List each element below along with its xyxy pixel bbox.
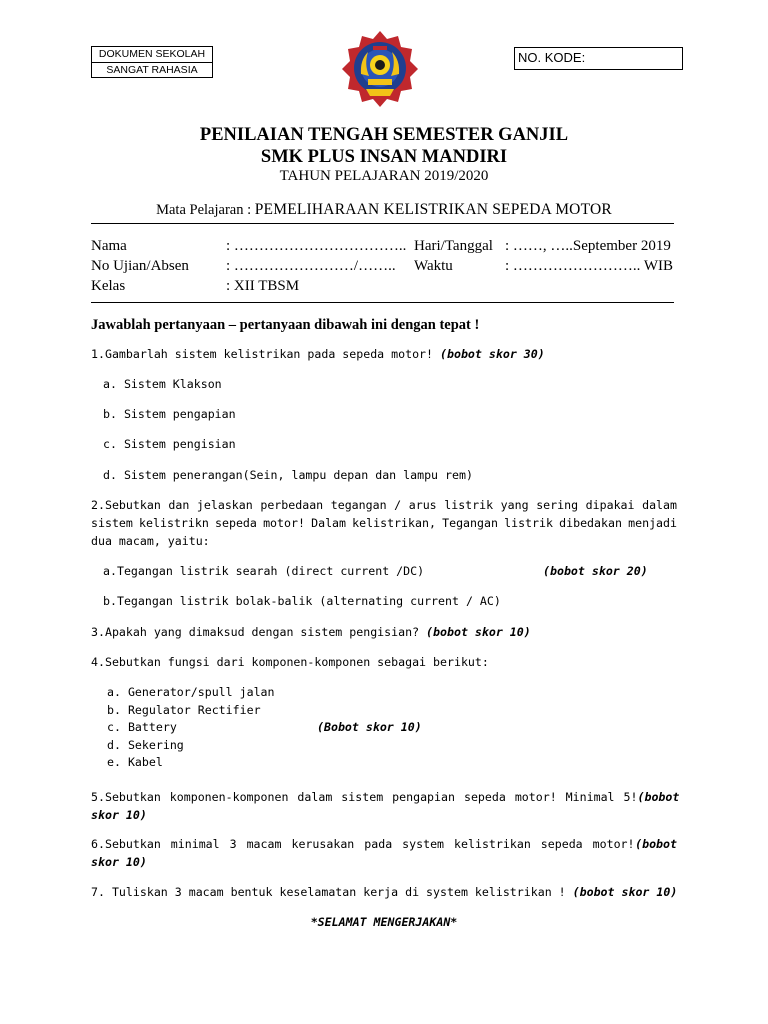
subject-label: Mata Pelajaran : — [156, 202, 255, 218]
question-5-score-part-2: skor 10) — [91, 808, 147, 822]
absen-label: No Ujian/Absen — [91, 258, 189, 274]
question-2-line-2: sistem kelistrikn sepeda motor! Dalam kelistrikan, Tegangan listrik dibedakan menjadi — [91, 516, 677, 530]
kelas-value: : XII TBSM — [226, 278, 300, 294]
hari-label: Hari/Tanggal — [414, 238, 493, 254]
document-classification-box — [91, 46, 213, 78]
question-2-b: b.Tegangan listrik bolak-balik (alternating current / AC) — [103, 594, 501, 608]
question-3-text: 3.Apakah yang dimaksud dengan sistem pengisian? — [91, 625, 427, 639]
question-7 — [91, 885, 677, 899]
question-1-score: (bobot skor 30) — [440, 347, 545, 361]
question-4-b: b. Regulator Rectifier — [107, 703, 261, 717]
question-2-line-1: 2.Sebutkan dan jelaskan perbedaan tegangan / arus listrik yang sering dipakai dalam — [91, 498, 677, 512]
question-5-text: 5.Sebutkan komponen-komponen dalam sistem pengapian sepeda motor! Minimal 5! — [91, 790, 638, 804]
question-5-score-part-1: (bobot — [637, 790, 680, 804]
header-divider — [91, 223, 674, 224]
kode-box — [514, 47, 683, 70]
question-2-line-3: dua macam, yaitu: — [91, 534, 210, 548]
question-7-score: (bobot skor 10) — [572, 885, 678, 899]
question-4-a: a. Generator/spull jalan — [107, 685, 275, 699]
hari-value: : ……, …..September 2019 — [505, 238, 671, 254]
question-1-b: b. Sistem pengapian — [103, 407, 236, 421]
question-4: 4.Sebutkan fungsi dari komponen-komponen sebagai berikut: — [91, 655, 489, 669]
subject-line — [0, 201, 768, 219]
question-7-text: 7. Tuliskan 3 macam bentuk keselamatan kerja di system kelistrikan ! — [91, 885, 573, 899]
question-2-a: a.Tegangan listrik searah (direct current /DC) — [103, 564, 425, 578]
question-1-c: c. Sistem pengisian — [103, 437, 236, 451]
question-3 — [91, 625, 531, 639]
question-5-line-1 — [91, 790, 680, 804]
question-6-score-part-1: (bobot — [635, 837, 677, 851]
doc-label-secret: SANGAT RAHASIA — [92, 62, 212, 78]
subject-value: PEMELIHARAAN KELISTRIKAN SEPEDA MOTOR — [254, 201, 612, 218]
question-1 — [91, 347, 545, 361]
question-1-a: a. Sistem Klakson — [103, 377, 222, 391]
info-divider — [91, 302, 674, 303]
question-4-c: c. Battery — [107, 720, 177, 734]
question-4-e: e. Kabel — [107, 755, 163, 769]
kelas-label: Kelas — [91, 278, 126, 294]
exam-title: PENILAIAN TENGAH SEMESTER GANJIL — [199, 125, 569, 145]
question-6-line-1 — [91, 837, 677, 851]
academic-year: TAHUN PELAJARAN 2019/2020 — [279, 168, 489, 184]
school-name: SMK PLUS INSAN MANDIRI — [260, 147, 508, 167]
nama-value: : …………………………….. — [226, 238, 407, 254]
closing-message: *SELAMAT MENGERJAKAN* — [310, 915, 458, 929]
question-4-d: d. Sekering — [107, 738, 184, 752]
absen-value: : ……………………/…….. — [226, 258, 396, 274]
school-emblem-icon — [340, 30, 420, 108]
question-6-score-part-2: skor 10) — [91, 855, 147, 869]
question-1-d: d. Sistem penerangan(Sein, lampu depan dan lampu rem) — [103, 468, 473, 482]
question-4-score: (Bobot skor 10) — [317, 720, 422, 734]
doc-label-school: DOKUMEN SEKOLAH — [98, 48, 206, 60]
instruction-text: Jawablah pertanyaan – pertanyaan dibawah ini dengan tepat ! — [91, 317, 480, 333]
waktu-label: Waktu — [414, 258, 453, 274]
question-1-text: 1.Gambarlah sistem kelistrikan pada sepeda motor! — [91, 347, 441, 361]
waktu-value: : …………………….. WIB — [505, 258, 674, 274]
nama-label: Nama — [91, 238, 127, 254]
question-3-score: (bobot skor 10) — [426, 625, 531, 639]
question-2-score: (bobot skor 20) — [543, 564, 648, 578]
question-6-text: 6.Sebutkan minimal 3 macam kerusakan pada system kelistrikan sepeda motor! — [91, 837, 635, 851]
kode-label: NO. KODE: — [518, 50, 586, 65]
